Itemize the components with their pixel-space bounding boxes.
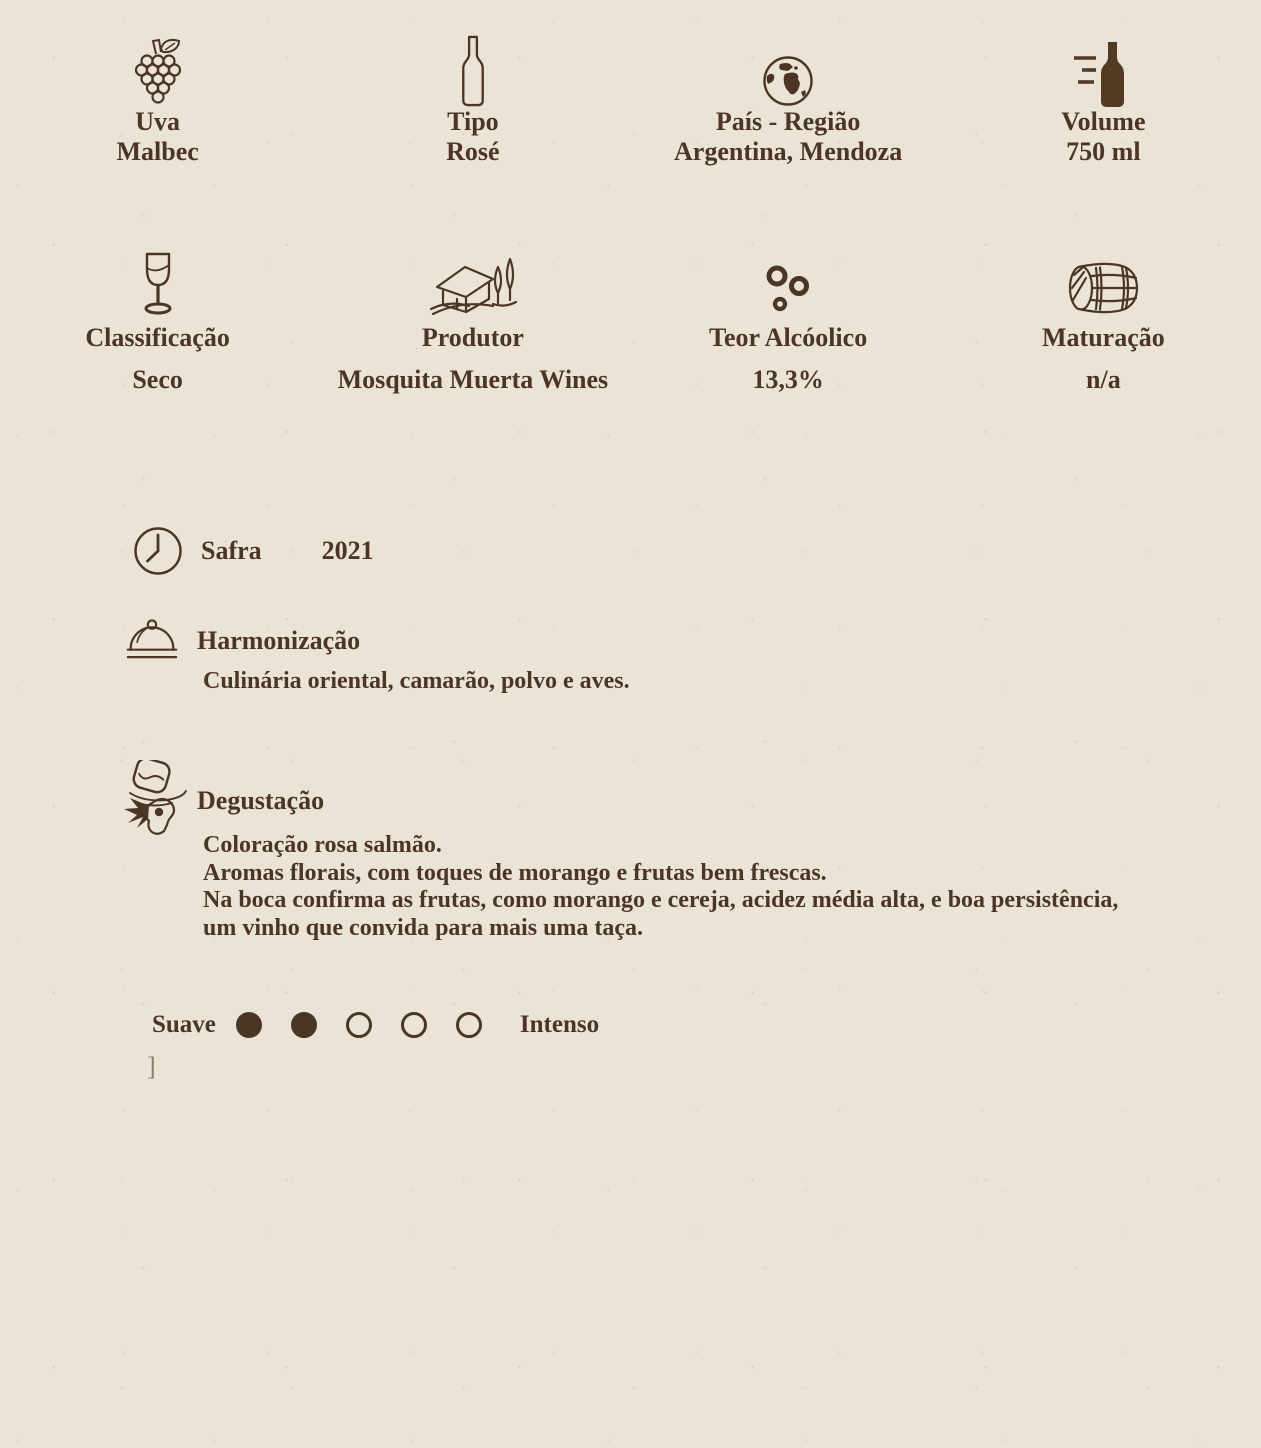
intensity-dots (236, 1012, 482, 1038)
harmonizacao-label: Harmonização (197, 626, 361, 655)
safra-value: 2021 (321, 536, 374, 565)
degustacao-line: Aromas florais, com toques de morango e frutas bem frescas. (203, 859, 827, 886)
intensity-left-label: Suave (152, 1011, 216, 1038)
attribute-label: Uva (135, 107, 181, 136)
attribute-label: Maturação (1042, 323, 1165, 352)
attribute-label: Teor Alcóolico (709, 323, 868, 352)
attribute-label: Tipo (447, 107, 499, 136)
attribute-producer (315, 250, 630, 395)
wine-glass-icon (136, 250, 180, 315)
attribute-label: Produtor (421, 323, 524, 352)
safra-label: Safra (201, 536, 262, 565)
attribute-value: 750 ml (1066, 137, 1141, 166)
degustacao-line: Coloração rosa salmão. (203, 832, 442, 858)
attribute-value: Malbec (116, 137, 199, 166)
attribute-value: Rosé (446, 137, 500, 166)
section-safra (133, 526, 374, 576)
attribute-label: Volume (1061, 107, 1146, 136)
wine-bottle-icon (461, 35, 485, 107)
attribute-grape (0, 35, 315, 167)
intensity-scale (152, 1010, 599, 1040)
harmonizacao-text: Culinária oriental, camarão, polvo e aves. (203, 668, 630, 694)
attributes-row-1 (0, 35, 1261, 167)
winery-icon (429, 250, 517, 315)
degustacao-label: Degustação (197, 786, 325, 815)
stray-bracket-glyph: ] (147, 1052, 156, 1081)
attribute-value: n/a (1086, 365, 1121, 394)
attribute-alcohol (631, 250, 946, 395)
intensity-right-label: Intenso (519, 1011, 600, 1038)
grapes-icon (134, 35, 182, 107)
globe-icon (762, 35, 814, 107)
attribute-type (315, 35, 630, 167)
intensity-dot-3 (346, 1012, 372, 1038)
bubbles-icon (765, 250, 811, 315)
intensity-dot-4 (401, 1012, 427, 1038)
attributes-row-2 (0, 250, 1261, 395)
barrel-icon (1065, 250, 1141, 315)
attribute-value: Seco (132, 365, 183, 394)
attribute-label: Classificação (85, 323, 230, 352)
intensity-dot-2 (291, 1012, 317, 1038)
sommelier-icon (122, 760, 202, 836)
attribute-classification (0, 250, 315, 395)
intensity-dot-5 (456, 1012, 482, 1038)
intensity-dot-1 (236, 1012, 262, 1038)
volume-bottle-icon (1072, 35, 1134, 107)
attribute-value: Mosquita Muerta Wines (337, 365, 609, 394)
attribute-maturation (946, 250, 1261, 395)
degustacao-line: um vinho que convida para mais uma taça. (203, 914, 644, 941)
degustacao-line: Na boca confirma as frutas, como morango e cereja, acidez média alta, e boa persistência, (203, 887, 1119, 913)
degustacao-text (203, 832, 1213, 942)
attribute-value: Argentina, Mendoza (674, 137, 903, 166)
attribute-country-region (631, 35, 946, 167)
clock-icon (133, 526, 183, 576)
attribute-volume (946, 35, 1261, 167)
attribute-label: País - Região (715, 107, 861, 136)
cloche-icon (126, 619, 178, 659)
attribute-value: 13,3% (752, 365, 824, 394)
